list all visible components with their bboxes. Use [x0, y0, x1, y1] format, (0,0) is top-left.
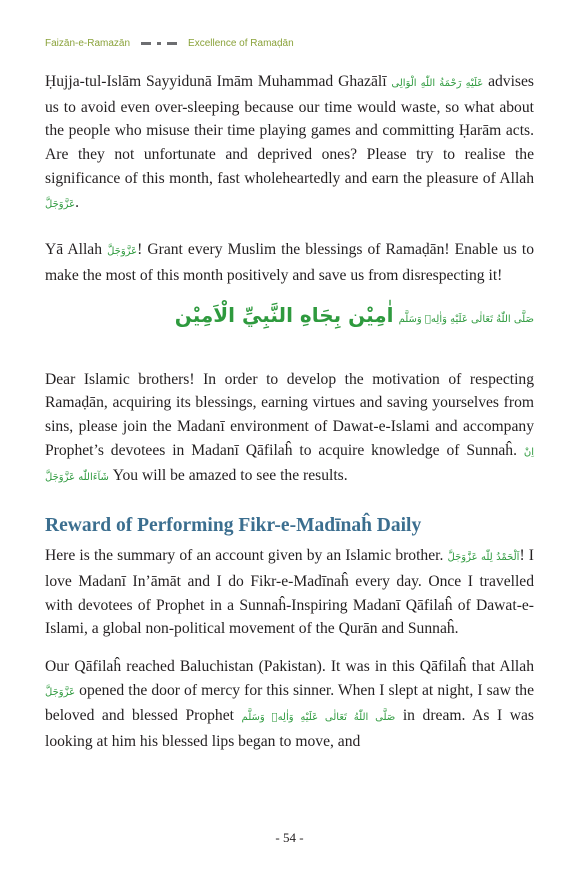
text: Our Qāfilaĥ reached Baluchistan (Pakistan). It was in this Qāfilaĥ that Allah: [45, 657, 534, 675]
text: You will be amazed to see the results.: [108, 467, 348, 485]
header-separator: [138, 42, 180, 45]
text: advises us to avoid even over-sleeping because our time would waste, so what about the people who misuse their time playing games and committing Ḥarām acts. Are they not unfortunate and deprived ones? Please try to realise the significance of this month, fast wholeheartedly and earn the pleasure of Allah: [45, 73, 534, 187]
chapter-title: Excellence of Ramaḍān: [188, 38, 294, 49]
text: Ḥujja-tul-Islām Sayyidunā Imām Muhammad Ghazālī: [45, 73, 392, 90]
running-header: [45, 38, 294, 49]
arabic-honorific: عَزَّوَجَلَّ: [45, 686, 76, 698]
text: ! I love Madanī In’āmāt and I do Fikr-e-Madīnaĥ every day. Once I travelled with devotees of Prophet in a Sunnaĥ-Inspiring Madanī Qāfilaĥ of Dawat-e-Islami, a global non-political movement of the Qurān and Sunnaĥ.: [45, 547, 534, 638]
text: Here is the summary of an account given by an Islamic brother.: [45, 547, 448, 565]
arabic-honorific: عَزَّوَجَلَّ: [107, 246, 138, 258]
paragraph-madani-environment: [45, 368, 534, 491]
text: in dream. As I was looking at him his blessed lips began to move, and: [45, 707, 534, 751]
arabic-honorific: عَزَّوَجَلَّ: [45, 198, 76, 210]
paragraph-baluchistan: [45, 655, 534, 754]
text: Dear Islamic brothers! In order to develop the motivation of respecting Ramaḍān, acquiring its blessings, earning virtues and saving yourselves from sins, please join the Madanī environment of Dawat-e-Islami and accompany Prophet’s devotees in Madanī Qāfilaĥ to acquire knowledge of Sunnaĥ.: [45, 370, 534, 459]
arabic-dua: [45, 296, 534, 334]
paragraph-prayer: [45, 238, 534, 287]
text: ! Grant every Muslim the blessings of Ramaḍān! Enable us to make the most of this month positively and save us from disrespecting it!: [45, 241, 535, 284]
text: Yā Allah: [45, 241, 108, 259]
arabic-ameen: اٰمِيْن بِجَاهِ النَّبِيِّ الْاَمِيْن: [174, 302, 394, 327]
arabic-salutation: صَلَّى اللّٰهُ تَعَالٰى عَلَيْهِ وَاٰلِهٖ وَسَلَّم: [241, 712, 396, 724]
page-number: - 54 -: [275, 830, 304, 845]
book-title: Faizān-e-Ramazān: [45, 38, 131, 49]
page-body: [45, 70, 534, 754]
text: opened the door of mercy for this sinner. When I slept at night, I saw the beloved and blessed Prophet: [45, 681, 534, 725]
paragraph-ghazali: [45, 70, 534, 216]
section-heading: Reward of Performing Fikr-e-Madīnaĥ Daily: [45, 515, 422, 537]
arabic-honorific: عَلَيْهِ رَحْمَةُ اللّٰهِ الْوَالِى: [391, 78, 484, 89]
text: .: [75, 193, 79, 211]
arabic-honorific: اِنْ شَآءَاللّٰه عَزَّوَجَلَّ: [45, 446, 534, 484]
arabic-salutation: صَلَّى اللّٰهُ تَعَالٰى عَلَيْهِ وَاٰلِهٖ وَسَلَّم: [398, 313, 534, 325]
paragraph-account: [45, 544, 534, 641]
arabic-honorific: اَلْحَمْدُ لِلّٰه عَزَّوَجَلَّ: [447, 552, 520, 564]
